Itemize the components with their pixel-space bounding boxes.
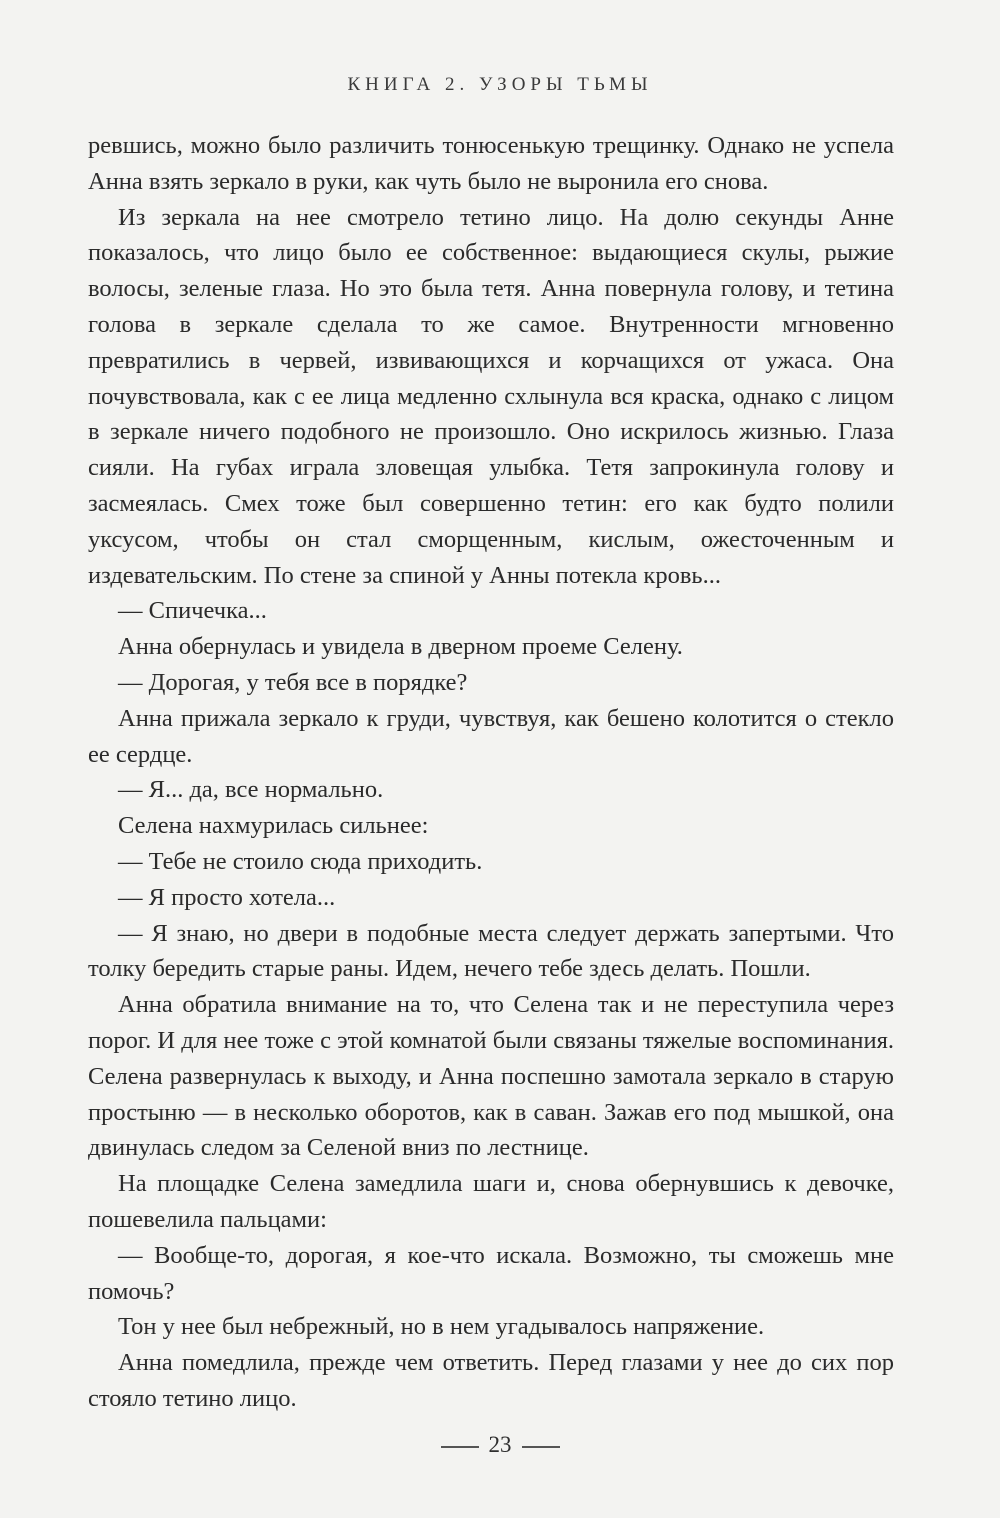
paragraph: Анна обратила внимание на то, что Селена так и не переступила через порог. И для нее тоже с этой комнатой были связаны тяжелые воспоминания. Селена развернулась к выходу, и Анна поспешно замотала зеркало в старую простыню — в несколько оборотов, как в саван. Зажав его под мышкой, она двинулась следом за Селеной вниз по лестнице.	[88, 991, 894, 1162]
body-text	[88, 128, 894, 1417]
dialogue-line: — Я просто хотела...	[118, 883, 336, 911]
dialogue-line: — Дорогая, у тебя все в порядке?	[118, 668, 468, 696]
dialogue-line: — Я... да, все нормально.	[118, 776, 384, 804]
folio-dash-left	[441, 1446, 479, 1448]
dialogue-line: — Я знаю, но двери в подобные места следует держать запертыми. Что толку бередить старые раны. Идем, нечего тебе здесь делать. Пошли.	[88, 919, 894, 983]
paragraph-continued: ревшись, можно было различить тонюсенькую трещинку. Однако не успела Анна взять зеркало в руки, как чуть было не выронила его снова.	[88, 132, 894, 195]
page-number: 23	[488, 1432, 512, 1457]
paragraph: Тон у нее был небрежный, но в нем угадывалось напряжение.	[118, 1313, 765, 1341]
dialogue-line: — Спичечка...	[118, 597, 267, 625]
dialogue-line: — Вообще-то, дорогая, я кое-что искала. Возможно, ты сможешь мне помочь?	[88, 1241, 894, 1305]
paragraph: На площадке Селена замедлила шаги и, снова обернувшись к девочке, пошевелила пальцами:	[88, 1170, 894, 1233]
paragraph: Селена нахмурилась сильнее:	[118, 812, 429, 840]
paragraph: Из зеркала на нее смотрело тетино лицо. На долю секунды Анне показалось, что лицо было ее собственное: выдающиеся скулы, рыжие волосы, зеленые глаза. Но это была тетя. Анна повернула голову, и тетина голова в зеркале сделала то же самое. Внутренности мгновенно превратились в червей, извивающихся и корчащихся от ужаса. Она почувствовала, как с ее лица медленно схлынула вся краска, однако с лицом в зеркале ничего подобного не произошло. Оно искрилось жизнью. Глаза сияли. На губах играла зловещая улыбка. Тетя запрокинула голову и засмеялась. Смех тоже был совершенно тетин: его как будто полили уксусом, чтобы он стал сморщенным, кислым, ожесточенным и издевательским. По стене за спиной у Анны потекла кровь...	[88, 203, 894, 589]
paragraph: Анна прижала зеркало к груди, чувствуя, как бешено колотится о стекло ее сердце.	[88, 704, 894, 768]
folio-dash-right	[522, 1446, 560, 1448]
running-head: КНИГА 2. УЗОРЫ ТЬМЫ	[347, 74, 653, 95]
dialogue-line: — Тебе не стоило сюда приходить.	[118, 847, 483, 875]
paragraph: Анна помедлила, прежде чем ответить. Перед глазами у нее до сих пор стояло тетино лицо.	[88, 1349, 894, 1412]
paragraph: Анна обернулась и увидела в дверном проеме Селену.	[118, 633, 683, 661]
page-footer	[0, 1432, 1000, 1458]
